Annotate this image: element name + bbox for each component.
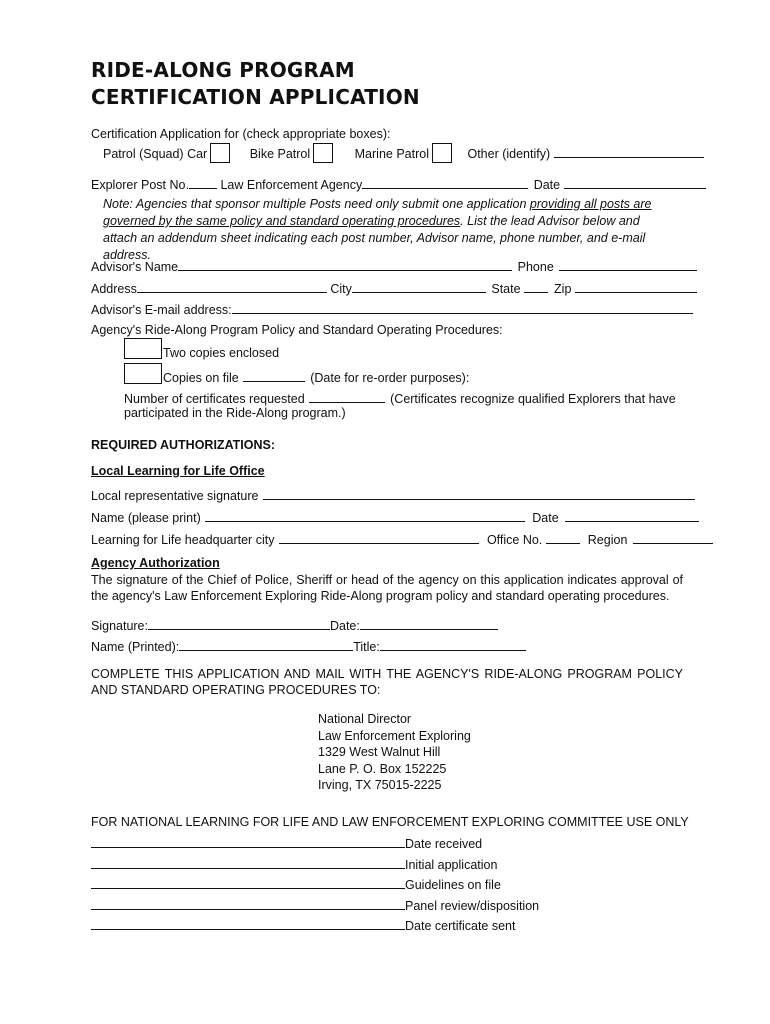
committee-row: [91, 835, 482, 851]
other-label: Other (identify): [467, 147, 551, 161]
state-field[interactable]: [524, 280, 548, 293]
agency-label: Law Enforcement Agency: [220, 178, 363, 192]
local-sig-row: [91, 487, 695, 503]
marine-patrol-checkbox[interactable]: [432, 143, 452, 163]
city-label: City: [330, 282, 352, 296]
committee-label: Guidelines on file: [405, 878, 501, 892]
address-line: 1329 West Walnut Hill: [318, 745, 441, 759]
num-certs-row: [124, 390, 676, 406]
reorder-date-field[interactable]: [243, 369, 305, 382]
local-date-field[interactable]: [565, 509, 699, 522]
signature-row: [91, 617, 498, 633]
phone-label: Phone: [517, 260, 554, 274]
explorer-date-label: Date: [533, 178, 561, 192]
address-line: Law Enforcement Exploring: [318, 728, 471, 743]
committee-row: [91, 917, 515, 933]
hq-city-field[interactable]: [279, 531, 479, 544]
office-no-field[interactable]: [546, 531, 580, 544]
title-label: Title:: [353, 640, 380, 654]
committee-field[interactable]: [91, 917, 405, 930]
address-line: Lane P. O. Box 152225: [318, 761, 447, 776]
certs-note: (Certificates recognize qualified Explorers that have: [390, 392, 676, 406]
region-field[interactable]: [633, 531, 713, 544]
committee-row: [91, 876, 501, 892]
agency-note: [103, 196, 675, 264]
two-copies-checkbox[interactable]: [124, 338, 162, 359]
copies-on-file-label: Copies on file: [163, 371, 239, 385]
address-line: National Director: [318, 712, 412, 726]
region-label: Region: [587, 533, 628, 547]
title-line-2: CERTIFICATION APPLICATION: [91, 85, 420, 109]
committee-label: Date received: [405, 837, 483, 851]
state-label: State: [491, 282, 521, 296]
patrol-car-label: Patrol (Squad) Car: [103, 147, 208, 161]
auth-date-field[interactable]: [360, 617, 498, 630]
zip-label: Zip: [554, 282, 572, 296]
note-prefix: Note: Agencies that sponsor multiple Posts need only submit one application: [103, 197, 530, 211]
city-field[interactable]: [352, 280, 486, 293]
title-line-1: RIDE-ALONG PROGRAM: [91, 58, 355, 82]
hq-city-label: Learning for Life headquarter city: [91, 533, 275, 547]
copies-on-file-checkbox[interactable]: [124, 363, 162, 384]
hq-city-row: [91, 531, 713, 547]
committee-label: Panel review/disposition: [405, 899, 540, 913]
form-title: [91, 57, 420, 111]
name-printed-field[interactable]: [179, 638, 353, 651]
explorer-post-label: Explorer Post No.: [91, 178, 189, 192]
reorder-label: (Date for re-order purposes):: [310, 371, 470, 385]
num-certs-field[interactable]: [309, 390, 385, 403]
advisor-name-field[interactable]: [178, 258, 512, 271]
committee-field[interactable]: [91, 856, 405, 869]
title-field[interactable]: [380, 638, 526, 651]
patrol-car-checkbox[interactable]: [210, 143, 230, 163]
address-row: [91, 280, 697, 296]
address-line: Irving, TX 75015-2225: [318, 778, 442, 792]
name-print-row: [91, 509, 699, 525]
signature-field[interactable]: [148, 617, 330, 630]
email-label: Advisor's E-mail address:: [91, 303, 232, 317]
explorer-post-field[interactable]: [189, 176, 217, 189]
other-field[interactable]: [554, 145, 704, 158]
explorer-date-field[interactable]: [564, 176, 706, 189]
bike-patrol-label: Bike Patrol: [249, 147, 311, 161]
agency-auth-text: The signature of the Chief of Police, Sheriff or head of the agency on this application indicates approval of the agency's Law Enforcement Exploring Ride-Along program policy and standard operating procedures.: [91, 573, 683, 603]
agency-auth-heading: Agency Authorization: [91, 556, 220, 570]
required-heading: REQUIRED AUTHORIZATIONS:: [91, 438, 276, 452]
name-print-label: Name (please print): [91, 511, 201, 525]
mail-instructions: COMPLETE THIS APPLICATION AND MAIL WITH THE AGENCY'S RIDE-ALONG PROGRAM POLICY AND STANDARD OPERATING PROCEDURES TO:: [91, 667, 683, 697]
mailing-address: [318, 711, 471, 794]
local-date-label: Date: [532, 511, 559, 525]
address-field[interactable]: [137, 280, 327, 293]
bike-patrol-checkbox[interactable]: [313, 143, 333, 163]
note-suffix: . List the lead Advisor below and attach an addendum sheet indicating each post number, Advisor name, phone number, and e-mail address.: [103, 214, 646, 262]
certs-note-2: participated in the Ride-Along program.): [124, 406, 346, 420]
committee-field[interactable]: [91, 876, 405, 889]
committee-label: Initial application: [405, 858, 498, 872]
email-field[interactable]: [232, 301, 693, 314]
committee-heading: FOR NATIONAL LEARNING FOR LIFE AND LAW ENFORCEMENT EXPLORING COMMITTEE USE ONLY: [91, 815, 689, 829]
advisor-name-row: [91, 258, 697, 274]
agency-field[interactable]: [362, 176, 528, 189]
policy-label: Agency's Ride-Along Program Policy and Standard Operating Procedures:: [91, 323, 503, 337]
committee-field[interactable]: [91, 835, 405, 848]
committee-row: [91, 897, 539, 913]
marine-patrol-label: Marine Patrol: [354, 147, 429, 161]
name-print-field[interactable]: [205, 509, 525, 522]
local-sig-field[interactable]: [263, 487, 695, 500]
local-office-heading: Local Learning for Life Office: [91, 464, 265, 478]
copies-on-file-row: [163, 369, 469, 385]
committee-row: [91, 856, 497, 872]
zip-field[interactable]: [575, 280, 697, 293]
committee-label: Date certificate sent: [405, 919, 516, 933]
name-printed-label: Name (Printed):: [91, 640, 180, 654]
two-copies-label: Two copies enclosed: [163, 346, 280, 360]
name-printed-row: [91, 638, 526, 654]
num-certs-label: Number of certificates requested: [124, 392, 305, 406]
email-row: [91, 301, 693, 317]
auth-date-label: Date:: [329, 619, 360, 633]
office-no-label: Office No.: [486, 533, 543, 547]
cert-for-label: Certification Application for (check appropriate boxes):: [91, 127, 391, 141]
advisor-name-label: Advisor's Name: [91, 260, 179, 274]
signature-label: Signature:: [91, 619, 148, 633]
local-sig-label: Local representative signature: [91, 489, 259, 503]
note-underlined: providing all posts are governed by the same policy and standard operating procedures: [103, 197, 652, 228]
phone-field[interactable]: [559, 258, 697, 271]
address-label: Address: [91, 282, 137, 296]
cert-options-row: [103, 143, 704, 163]
explorer-row: [91, 176, 706, 192]
committee-field[interactable]: [91, 897, 405, 910]
